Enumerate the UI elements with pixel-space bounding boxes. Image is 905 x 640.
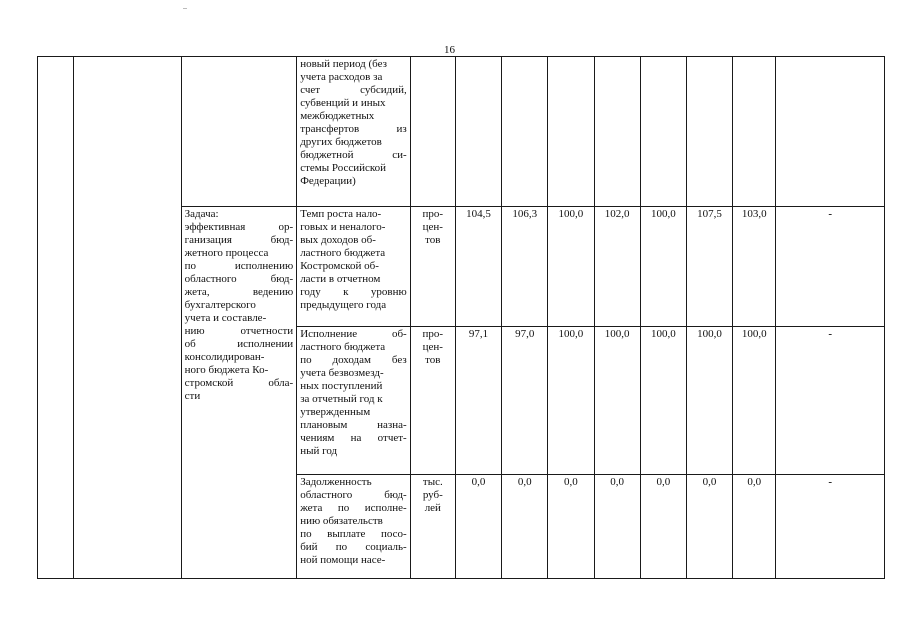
- cell-value: [455, 57, 501, 207]
- text-line: Задача:: [184, 208, 219, 221]
- text-line: учета и составле-: [184, 312, 267, 325]
- text-line: по доходам без: [300, 353, 407, 366]
- text-line: ного бюджета Ко-: [184, 364, 269, 377]
- text-line: ганизация бюд-: [184, 234, 294, 247]
- text-line: ластного бюджета: [300, 340, 386, 353]
- text-line: руб-: [422, 488, 443, 501]
- cell-indicator: [297, 207, 411, 326]
- text-line: нию отчетности: [184, 325, 294, 338]
- cell-indicator: [297, 474, 411, 578]
- cell-value: 0,0: [502, 474, 548, 578]
- cell-indicator-continued: [297, 57, 411, 207]
- text-line: цен-: [422, 340, 443, 353]
- cell-value: 102,0: [594, 207, 640, 326]
- text-line: об исполнении: [184, 338, 294, 351]
- text-line: говых и неналого-: [300, 221, 386, 234]
- text-line: сти: [184, 390, 201, 403]
- text-line: Костромской об-: [300, 260, 379, 273]
- cell-value: 100,0: [640, 207, 686, 326]
- cell-value: 100,0: [548, 326, 594, 474]
- text-line: тов: [425, 234, 441, 247]
- text-line: по исполнению: [184, 260, 294, 273]
- scan-artifact: [183, 8, 187, 9]
- cell-value: 97,0: [502, 326, 548, 474]
- cell-unit: [410, 57, 455, 207]
- cell-value: 0,0: [594, 474, 640, 578]
- cell-value: [640, 57, 686, 207]
- text-line: областного бюд-: [300, 488, 407, 501]
- cell-task-empty: [181, 57, 297, 207]
- text-line: Федерации): [300, 175, 356, 187]
- page-number: 16: [444, 44, 455, 56]
- cell-value: 107,5: [686, 207, 732, 326]
- text-line: бюджетной си-: [300, 149, 407, 161]
- text-line: лей: [424, 501, 441, 514]
- text-line: новый период (без: [300, 58, 387, 70]
- cell-note: -: [776, 207, 885, 326]
- text-line: плановым назна-: [300, 418, 407, 431]
- text-line: утвержденным: [300, 405, 371, 418]
- text-line: жета, ведению: [184, 286, 294, 299]
- cell-unit: [410, 207, 455, 326]
- text-line: нию обязательств: [300, 514, 383, 527]
- cell-note: [776, 57, 885, 207]
- cell-value: [686, 57, 732, 207]
- text-line: году к уровню: [300, 286, 407, 299]
- text-line: стромской обла-: [184, 377, 294, 390]
- text-line: предыдущего года: [300, 299, 387, 312]
- text-line: учета расходов за: [300, 71, 383, 83]
- cell-value: 0,0: [640, 474, 686, 578]
- table-row-continued: [38, 57, 885, 207]
- cell-value: 100,0: [548, 207, 594, 326]
- text-line: Задолженность: [300, 475, 372, 488]
- cell-value: 100,0: [640, 326, 686, 474]
- cell-value: 100,0: [594, 326, 640, 474]
- text-line: ной помощи насе-: [300, 553, 386, 566]
- cell-indicator: [297, 326, 411, 474]
- cell-value: 100,0: [733, 326, 776, 474]
- cell-note: -: [776, 326, 885, 474]
- text-line: тов: [425, 353, 441, 366]
- cell-value: [594, 57, 640, 207]
- cell-value: 106,3: [502, 207, 548, 326]
- text-line: субвенций и иных: [300, 97, 386, 109]
- cell-number: [38, 57, 74, 579]
- text-line: стемы Российской: [300, 162, 387, 174]
- text-line: цен-: [422, 221, 443, 234]
- text-line: бий по социаль-: [300, 540, 407, 553]
- text-line: про-: [422, 208, 444, 221]
- text-line: про-: [422, 327, 444, 340]
- cell-value: [548, 57, 594, 207]
- text-line: учета безвозмезд-: [300, 366, 384, 379]
- cell-value: 103,0: [733, 207, 776, 326]
- text-line: трансфертов из: [300, 123, 407, 135]
- text-line: других бюджетов: [300, 136, 382, 148]
- cell-task: [181, 207, 297, 579]
- cell-value: 0,0: [455, 474, 501, 578]
- text-line: вых доходов об-: [300, 234, 376, 247]
- text-line: ных поступлений: [300, 379, 383, 392]
- cell-value: [502, 57, 548, 207]
- cell-value: 100,0: [686, 326, 732, 474]
- text-line: бухгалтерского: [184, 299, 256, 312]
- text-line: Темп роста нало-: [300, 208, 382, 221]
- text-line: жета по исполне-: [300, 501, 407, 514]
- cell-value: 104,5: [455, 207, 501, 326]
- text-line: по выплате посо-: [300, 527, 407, 540]
- text-line: областного бюд-: [184, 273, 294, 286]
- cell-value: 0,0: [733, 474, 776, 578]
- text-line: ный год: [300, 444, 338, 457]
- cell-note: -: [776, 474, 885, 578]
- text-line: межбюджетных: [300, 110, 375, 122]
- text-line: чениям на отчет-: [300, 431, 407, 444]
- text-line: за отчетный год к: [300, 392, 383, 405]
- text-line: ласти в отчетном: [300, 273, 381, 286]
- text-line: тыс.: [422, 475, 443, 488]
- text-line: жетного процесса: [184, 247, 269, 260]
- indicators-table: [37, 56, 885, 579]
- cell-program: [74, 57, 182, 579]
- cell-value: [733, 57, 776, 207]
- cell-unit: [410, 474, 455, 578]
- cell-value: 0,0: [548, 474, 594, 578]
- text-line: Исполнение об-: [300, 327, 407, 340]
- cell-value: 97,1: [455, 326, 501, 474]
- text-line: ластного бюджета: [300, 247, 386, 260]
- cell-value: 0,0: [686, 474, 732, 578]
- text-line: счет субсидий,: [300, 84, 407, 96]
- text-line: эффективная ор-: [184, 221, 294, 234]
- cell-unit: [410, 326, 455, 474]
- text-line: консолидирован-: [184, 351, 265, 364]
